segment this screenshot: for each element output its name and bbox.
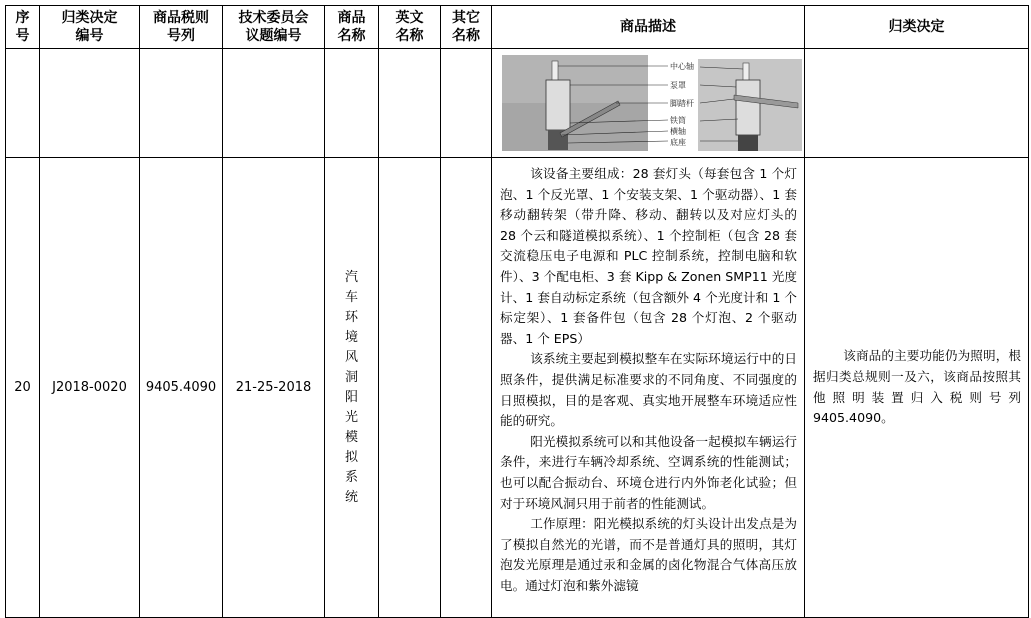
header-index: 序 号 [6, 6, 40, 49]
header-decision-no: 归类决定 编号 [40, 6, 140, 49]
header-description: 商品描述 [492, 6, 805, 49]
header-product-name: 商品名称 [325, 6, 379, 49]
row-english-name [379, 158, 441, 618]
row-tariff-code: 9405.4090 [140, 158, 223, 618]
label-center-shaft: 中心轴 [670, 62, 694, 71]
product-photo [492, 49, 805, 158]
header-decision: 归类决定 [805, 6, 1029, 49]
image-row [6, 49, 1029, 158]
row-product-name: 汽车 环境 风洞 阳光 模拟 系统 [325, 158, 379, 618]
product-photo-image [498, 53, 804, 153]
label-iron-tube: 铁筒 [670, 116, 686, 125]
header-committee-no: 技术委员会 议题编号 [223, 6, 325, 49]
row-decision-no: J2018-0020 [40, 158, 140, 618]
description-paragraph: 阳光模拟系统可以和其他设备一起模拟车辆运行条件，来进行车辆冷却系统、空调系统的性能测试；也可以配合振动台、环境仓进行内外饰老化试验；但对于环境风洞只用于前者的性能测试。 [500, 433, 797, 511]
header-tariff-code: 商品税则 号列 [140, 6, 223, 49]
description-paragraph: 该设备主要组成：28 套灯头（每套包含 1 个灯泡、1 个反光罩、1 个安装支架、1 个驱动器）、1 套移动翻转架（带升降、移动、翻转以及对应灯头的 28 个云和隧道模拟系统）、1 个控制柜（包含 28 套交流稳压电子电源和 PLC 控制系统，控制电脑和软件）、3 个配电柜、3 套 Kipp & Zonen SMP11 光度计、1 套自动标定系统（包含额外 4 个光度计和 1 个标定架）、1 套备件包（包含 28 个灯泡、2 个驱动器、1 个 EPS） [500, 166, 797, 346]
label-pump-cover: 泵罩 [670, 81, 686, 90]
row-description [492, 158, 805, 618]
header-other-name: 其它名称 [441, 6, 492, 49]
header-english-name: 英文名称 [379, 6, 441, 49]
row-index: 20 [6, 158, 40, 618]
table-row [6, 158, 1029, 618]
header-row [6, 6, 1029, 49]
label-cross-shaft: 横轴 [670, 127, 686, 136]
row-committee-no: 21-25-2018 [223, 158, 325, 618]
label-pedal: 脚踏杆 [670, 99, 694, 108]
classification-table [5, 5, 1029, 618]
description-paragraph: 工作原理：阳光模拟系统的灯头设计出发点是为了模拟自然光的光谱，而不是普通灯具的照明，其灯泡发光原理是通过汞和金属的卤化物混合气体高压放电。通过灯泡和紫外滤镜 [500, 516, 797, 593]
description-paragraph: 该系统主要起到模拟整车在实际环境运行中的日照条件，提供满足标准要求的不同角度、不同强度的日照模拟，目的是客观、真实地开展整车环境适应性能的研究。 [500, 351, 797, 429]
row-decision: 该商品的主要功能仍为照明，根据归类总规则一及六，该商品按照其他照明装置归入税则号列 9405.4090。 [805, 158, 1029, 618]
row-other-name [441, 158, 492, 618]
label-base: 底座 [670, 138, 686, 147]
